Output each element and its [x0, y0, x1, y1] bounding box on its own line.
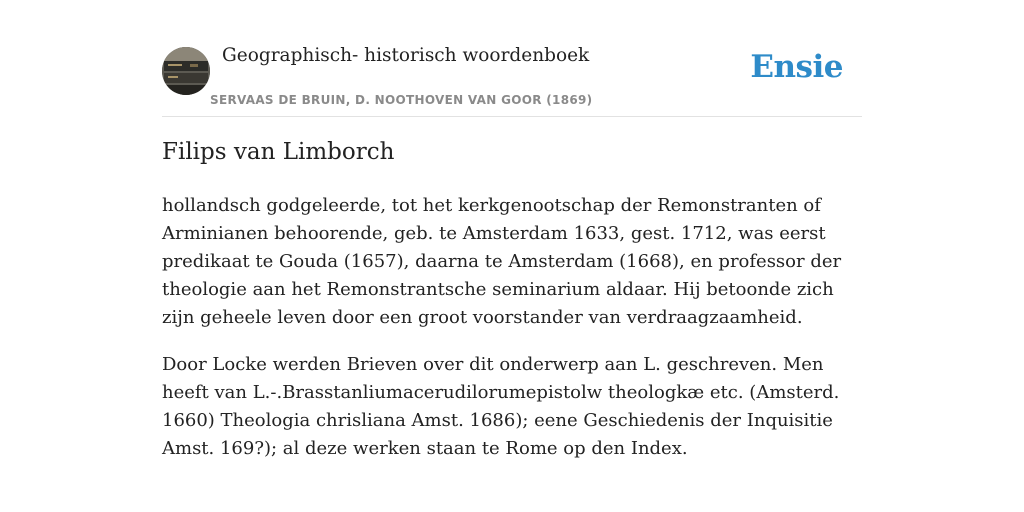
article-paragraph: Door Locke werden Brieven over dit onderwerp aan L. geschreven. Men heeft van L.-.Brasstanliumacerudilorumepistolw theologkæ etc. (Amsterd. 1660) Theologia chrisliana Amst. 1686); eene Geschiedenis der Inquisitie Amst. 169?); al deze werken staan te Rome op den Index.	[162, 354, 840, 459]
book-cover-icon[interactable]	[162, 47, 210, 95]
article-body	[162, 192, 862, 482]
article-title: Filips van Limborch	[162, 139, 395, 165]
site-logo[interactable]: Ensie	[750, 49, 843, 85]
book-header	[162, 40, 862, 117]
article-paragraph: hollandsch godgeleerde, tot het kerkgenootschap der Remonstranten of Arminianen behoorende, geb. te Amsterdam 1633, gest. 1712, was eerst predikaat te Gouda (1657), daarna te Amsterdam (1668), en professor der theologie aan het Remonstrantsche seminarium aldaar. Hij betoonde zich zijn geheele leven door een groot voorstander van verdraagzaamheid.	[162, 195, 842, 328]
book-authors-year: SERVAAS DE BRUIN, D. NOOTHOVEN VAN GOOR (1869)	[210, 93, 593, 107]
book-title[interactable]: Geographisch- historisch woordenboek	[222, 45, 590, 66]
